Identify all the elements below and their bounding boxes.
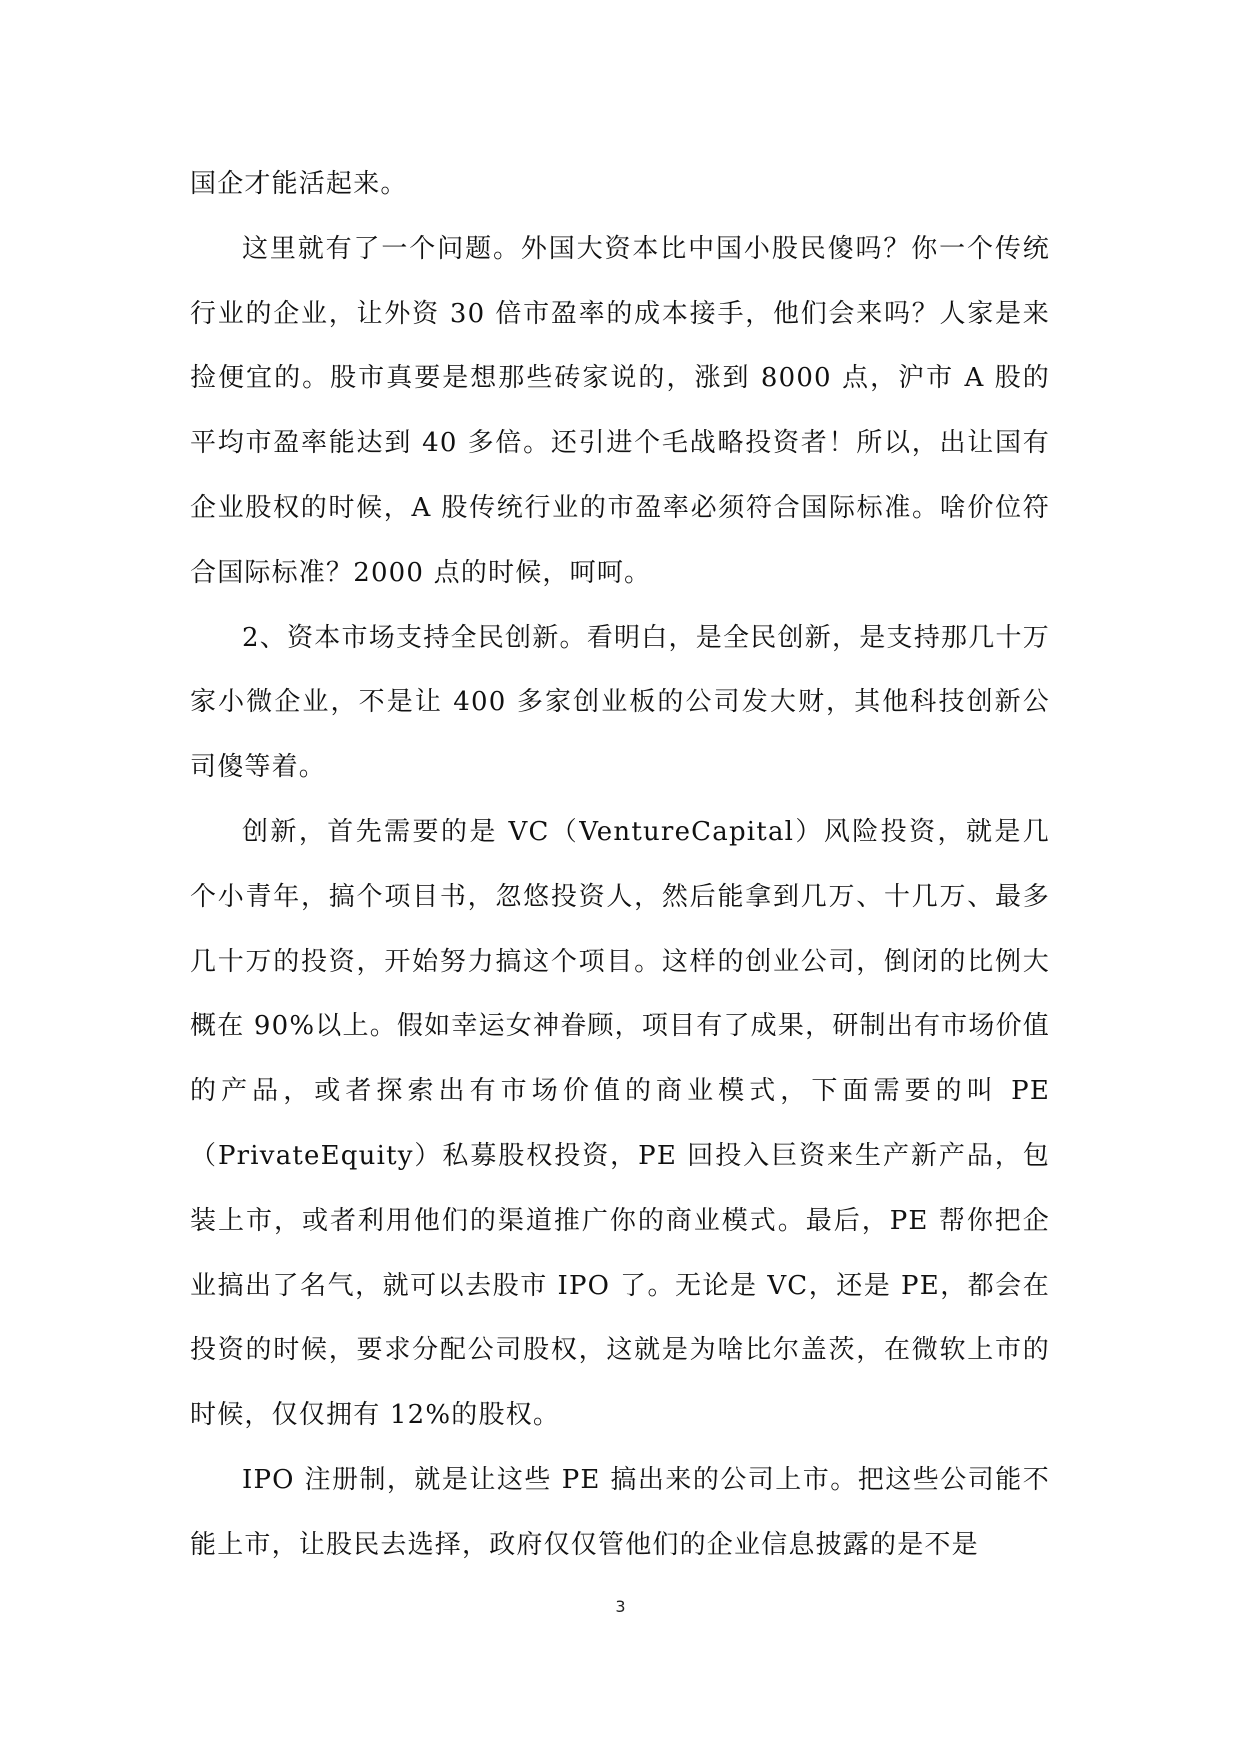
paragraph-1: 国企才能活起来。: [190, 169, 408, 199]
paragraph-2: 这里就有了一个问题。外国大资本比中国小股民傻吗？你一个传统行业的企业，让外资 30 倍市盈率的成本接手，他们会来吗？人家是来捡便宜的。股市真要是想那些砖家说的，涨到 8000 点，沪市 A 股的平均市盈率能达到 40 多倍。还引进个毛战略投资者！所以，出让国有企业股权的时候，A 股传统行业的市盈率必须符合国际标准。啥价位符合国际标准？2000 点的时候，呵呵。: [190, 233, 1050, 588]
page-number: 3: [615, 1597, 626, 1616]
document-body: [190, 152, 1050, 1578]
paragraph-4: 创新，首先需要的是 VC（VentureCapital）风险投资，就是几个小青年，搞个项目书，忽悠投资人，然后能拿到几万、十几万、最多几十万的投资，开始努力搞这个项目。这样的创业公司，倒闭的比例大概在 90%以上。假如幸运女神眷顾，项目有了成果，研制出有市场价值的产品，或者探索出有市场价值的商业模式，下面需要的叫 PE（PrivateEquity）私募股权投资，PE 回投入巨资来生产新产品，包装上市，或者利用他们的渠道推广你的商业模式。最后，PE 帮你把企业搞出了名气，就可以去股市 IPO 了。无论是 VC，还是 PE，都会在投资的时候，要求分配公司股权，这就是为啥比尔盖茨，在微软上市的时候，仅仅拥有 12%的股权。: [190, 816, 1050, 1431]
paragraph-3: 2、资本市场支持全民创新。看明白，是全民创新，是支持那几十万家小微企业，不是让 400 多家创业板的公司发大财，其他科技创新公司傻等着。: [190, 622, 1050, 783]
paragraph-5: IPO 注册制，就是让这些 PE 搞出来的公司上市。把这些公司能不能上市，让股民去选择，政府仅仅管他们的企业信息披露的是不是: [190, 1464, 1050, 1560]
